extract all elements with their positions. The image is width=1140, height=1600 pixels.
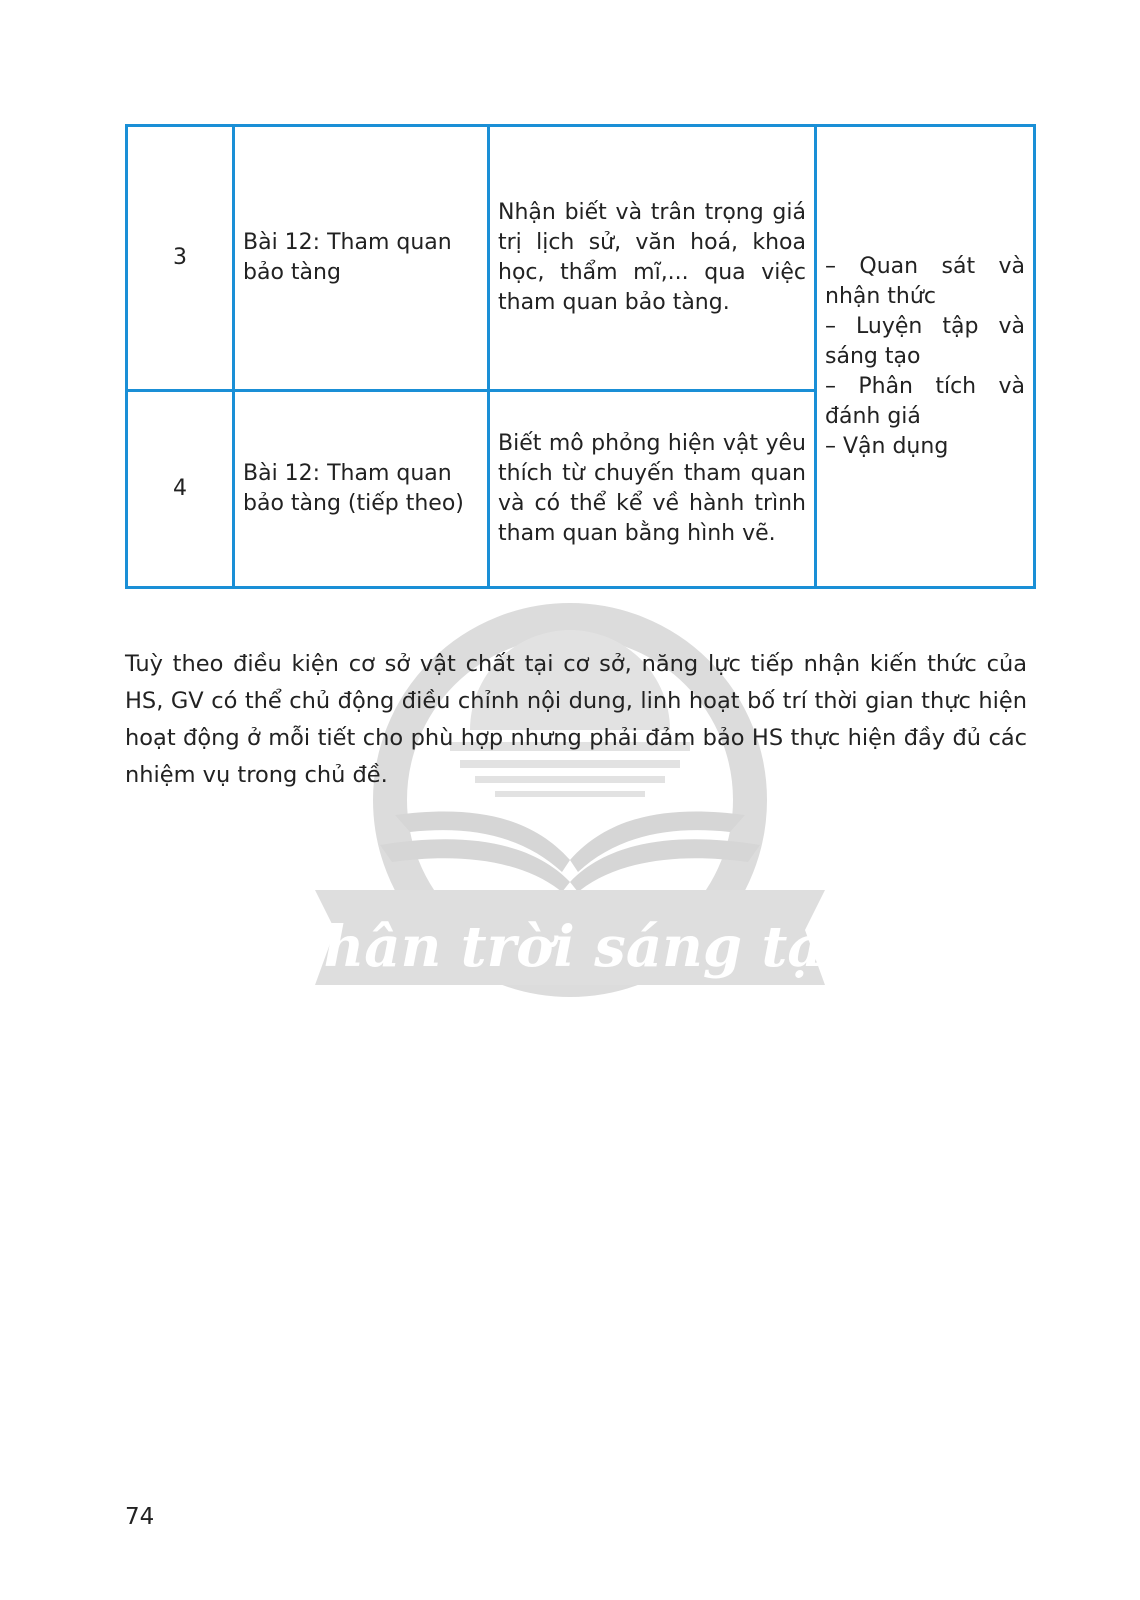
lesson-title: Bài 12: Tham quan bảo tàng (tiếp theo) [234,391,489,588]
period-number: 4 [127,391,234,588]
method-item: – Vận dụng [825,433,949,459]
method-item: – Luyện tập và sáng tạo [825,313,1025,369]
method-item: – Quan sát và nhận thức [825,253,1025,309]
lesson-title: Bài 12: Tham quan bảo tàng [234,126,489,391]
lesson-goal: Biết mô phỏng hiện vật yêu thích từ chuyến tham quan và có thể kể về hành trình tham quan bằng hình vẽ. [489,391,816,588]
svg-text:Chân trời sáng tạo: Chân trời sáng tạo [300,914,840,980]
body-paragraph: Tuỳ theo điều kiện cơ sở vật chất tại cơ sở, năng lực tiếp nhận kiến thức của HS, GV có thể chủ động điều chỉnh nội dung, linh hoạt bố trí thời gian thực hiện hoạt động ở mỗi tiết cho phù hợp nhưng phải đảm bảo HS thực hiện đầy đủ các nhiệm vụ trong chủ đề. [125,651,1027,788]
lesson-table [125,124,1036,589]
lesson-goal: Nhận biết và trân trọng giá trị lịch sử, văn hoá, khoa học, thẩm mĩ,... qua việc tham quan bảo tàng. [489,126,816,391]
period-number: 3 [127,126,234,391]
method-cell [816,126,1035,588]
page-number: 74 [125,1504,155,1530]
method-item: – Phân tích và đánh giá [825,373,1025,429]
table-row [127,126,1035,391]
